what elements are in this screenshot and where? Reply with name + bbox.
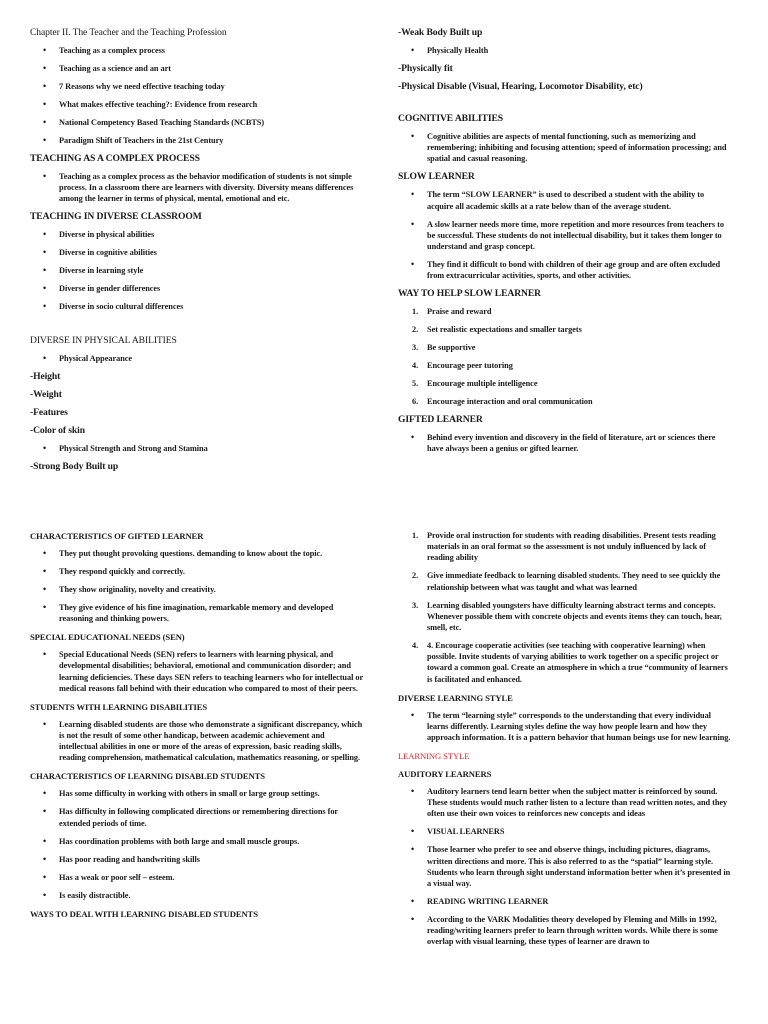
page2-left-column: [30, 530, 364, 926]
list-item: • Diverse in cognitive abilities: [30, 247, 364, 258]
list-item: • They show originality, novelty and creativity.: [30, 584, 364, 595]
list-item: • Has a weak or poor self – esteem.: [30, 872, 364, 883]
sen-list: [30, 649, 364, 694]
list-item: [398, 600, 732, 634]
list-item: [398, 306, 732, 317]
section-heading: DIVERSE IN PHYSICAL ABILITIES: [30, 335, 177, 347]
list-item: • Has poor reading and handwriting skills: [30, 854, 364, 865]
list-number: 3.: [412, 600, 419, 610]
list-item: • Learning disabled students are those who demonstrate a significant discrepancy, which is not the result of some other handicap, between academic achievement and intellectual abilities in one or more of the areas of expression, basic reading skills, reading comprehension, mathematical calculation, mathematics reasoning, or spelling.: [30, 719, 364, 764]
list-item: • Paradigm Shift of Teachers in the 21st Century: [30, 135, 364, 146]
list-item: [398, 360, 732, 371]
list-item: • 7 Reasons why we need effective teaching today: [30, 81, 364, 92]
list-item: • Auditory learners tend learn better when the subject matter is reinforced by sound. These students would much rather listen to a lecture than read written notes, and they often use their own voices to reinforces new concepts and ideas: [398, 786, 732, 820]
list-text: Be supportive: [427, 343, 476, 353]
list-item: • Cognitive abilities are aspects of mental functioning, such as memorizing and remembering; inhibiting and focusing attention; speed of information processing; and spatial and casual reasoning.: [398, 131, 732, 165]
page1-right-column: [398, 27, 732, 461]
section-heading: LEARNING STYLE: [398, 751, 470, 762]
page1-left-column: [30, 27, 364, 479]
section-heading: CHARACTERISTICS OF LEARNING DISABLED STUDENTS: [30, 771, 265, 782]
list-item: • Physically Health: [398, 45, 732, 56]
list-item: • Has coordination problems with both large and small muscle groups.: [30, 836, 364, 847]
dash-line: -Weak Body Built up: [398, 27, 483, 38]
list-item: • The term “SLOW LEARNER” is used to described a student with the ability to acquire all academic skills at a rate below than of the average student.: [398, 189, 732, 211]
list-text: Encourage multiple intelligence: [427, 379, 538, 389]
list-text: Encourage peer tutoring: [427, 361, 513, 371]
list-number: 5.: [412, 379, 419, 389]
list-text: Set realistic expectations and smaller targets: [427, 325, 582, 335]
ld-characteristics-list: [30, 788, 364, 900]
list-item: • Physical Appearance: [30, 353, 364, 364]
learning-style-list: [398, 710, 732, 744]
ways-list: [398, 530, 732, 685]
section-heading: TEACHING AS A COMPLEX PROCESS: [30, 153, 200, 164]
list-item: • VISUAL LEARNERS: [398, 826, 732, 837]
diverse-classroom-list: [30, 229, 364, 312]
list-item: [398, 396, 732, 407]
dash-line: -Height: [30, 371, 61, 383]
section-heading: CHARACTERISTICS OF GIFTED LEARNER: [30, 531, 204, 541]
list-text: Give immediate feedback to learning disabled students. They need to see quickly the relationship between what was taught and what was learned: [427, 571, 721, 592]
list-item: • Diverse in physical abilities: [30, 229, 364, 240]
list-item: • According to the VARK Modalities theory developed by Fleming and Mills in 1992, reading/writing learners prefer to learn through written words. While there is some overlap with visual learning, these types of learner are drawn to: [398, 914, 732, 948]
list-number: 4.: [412, 361, 419, 371]
list-item: • Is easily distractible.: [30, 890, 364, 901]
learner-types-list: [398, 786, 732, 948]
learning-disabilities-list: [30, 719, 364, 764]
dash-line: -Physically fit: [398, 63, 453, 74]
list-item: • Diverse in gender differences: [30, 283, 364, 294]
list-text: Provide oral instruction for students with reading disabilities. Present tests reading materials in an oral format so the assessment is not unduly influenced by lack of reading ability: [427, 531, 716, 563]
dash-line: -Weight: [30, 389, 62, 401]
section-heading: DIVERSE LEARNING STYLE: [398, 692, 513, 703]
list-item: • READING WRITING LEARNER: [398, 896, 732, 907]
list-number: 1.: [412, 307, 419, 317]
list-item: • They put thought provoking questions. demanding to know about the topic.: [30, 548, 364, 559]
dash-line: -Physical Disable (Visual, Hearing, Locomotor Disability, etc): [398, 81, 643, 92]
physical-list: [30, 353, 364, 364]
list-item: • Special Educational Needs (SEN) refers to learners with learning physical, and developmental disabilities; behavioral, emotional and communication disorder; and learning deficiencies. These days SEN refers to teaching learners who for intellectual or medical reasons fall behind with their education who compared to most of their peers.: [30, 649, 364, 694]
list-item: [398, 342, 732, 353]
list-item: [398, 570, 732, 592]
list-item: • Teaching as a complex process: [30, 45, 364, 56]
section-heading: SLOW LEARNER: [398, 171, 475, 183]
section-heading: WAY TO HELP SLOW LEARNER: [398, 288, 541, 300]
list-text: 4. Encourage cooperatie activities (see teaching with cooperative learning) when possible. Invite students of varying abilities to work together on a specific project or toward a common goal. Create an atmosphere in which a true “community of learners is facilitated and enhanced.: [427, 641, 728, 684]
list-number: 2.: [412, 325, 419, 335]
list-item: [398, 324, 732, 335]
list-item: • Diverse in socio cultural differences: [30, 301, 364, 312]
section-heading: COGNITIVE ABILITIES: [398, 113, 504, 124]
section-heading: STUDENTS WITH LEARNING DISABILITIES: [30, 701, 208, 712]
list-text: Praise and reward: [427, 307, 492, 317]
list-text: Learning disabled youngsters have difficulty learning abstract terms and concepts. Whenever possible them with concrete objects and events items they can touch, hear, smell, etc.: [427, 600, 722, 633]
slow-learner-list: [398, 189, 732, 281]
list-item: • They find it difficult to bond with children of their age group and are often excluded from extracurricular activities, sports, and other activities.: [398, 259, 732, 281]
list-item: • They give evidence of his fine imagination, remarkable memory and developed reasoning and thinking powers.: [30, 602, 364, 624]
list-item: • Teaching as a science and an art: [30, 63, 364, 74]
section-heading: AUDITORY LEARNERS: [398, 769, 492, 780]
list-item: • National Competency Based Teaching Standards (NCBTS): [30, 117, 364, 128]
list-item: • The term “learning style” corresponds to the understanding that every individual learns differently. Learning styles define the way how people learn and how they approach information. It is a pattern behavior that human beings use for new learning.: [398, 710, 732, 744]
cognitive-list: [398, 131, 732, 165]
list-number: 2.: [412, 571, 419, 581]
section-heading: GIFTED LEARNER: [398, 414, 483, 426]
list-number: 4.: [412, 641, 419, 651]
list-item: • Those learner who prefer to see and observe things, including pictures, diagrams, written directions and more. This is also referred to as the “spatial” learning style. Students who learn through sight understand information better when it’s presented in a visual way.: [398, 844, 732, 889]
list-item: • Has some difficulty in working with others in small or large group settings.: [30, 788, 364, 799]
list-item: • Physical Strength and Strong and Stamina: [30, 443, 364, 454]
list-item: • Behind every invention and discovery in the field of literature, art or sciences there have always been a genius or gifted learner.: [398, 432, 732, 454]
list-item: [398, 640, 732, 685]
list-item: • Diverse in learning style: [30, 265, 364, 276]
list-text: Encourage interaction and oral communication: [427, 397, 593, 407]
complex-process-list: [30, 171, 364, 205]
dash-line: -Strong Body Built up: [30, 461, 119, 473]
list-item: • They respond quickly and correctly.: [30, 566, 364, 577]
help-slow-learner-list: [398, 306, 732, 407]
gifted-list: [398, 432, 732, 454]
dash-line: -Color of skin: [30, 425, 85, 437]
health-list: [398, 45, 732, 56]
section-heading: TEACHING IN DIVERSE CLASSROOM: [30, 211, 202, 223]
list-item: [398, 378, 732, 389]
dash-line: -Features: [30, 407, 68, 419]
gifted-characteristics-list: [30, 548, 364, 624]
list-number: 6.: [412, 397, 419, 407]
list-item: [398, 530, 732, 564]
page2-right-column: [398, 530, 732, 954]
list-item: • What makes effective teaching?: Evidence from research: [30, 99, 364, 110]
section-heading: WAYS TO DEAL WITH LEARNING DISABLED STUDENTS: [30, 908, 258, 919]
list-item: • Has difficulty in following complicated directions or remembering directions for extended periods of time.: [30, 806, 364, 828]
chapter-topic-list: [30, 45, 364, 146]
list-item: • Teaching as a complex process as the behavior modification of students is not simple process. In a classroom there are learners with diversity. Diversity means differences among the learner in terms of physical, mental, emotional and etc.: [30, 171, 364, 205]
list-number: 3.: [412, 343, 419, 353]
chapter-title: Chapter II. The Teacher and the Teaching Profession: [30, 27, 227, 38]
strength-list: [30, 443, 364, 454]
list-number: 1.: [412, 531, 419, 540]
section-heading: SPECIAL EDUCATIONAL NEEDS (SEN): [30, 632, 185, 643]
list-item: • A slow learner needs more time, more repetition and more resources from teachers to be successful. These students do not intellectual disability, but it takes them longer to understand and grasp concept.: [398, 219, 732, 253]
